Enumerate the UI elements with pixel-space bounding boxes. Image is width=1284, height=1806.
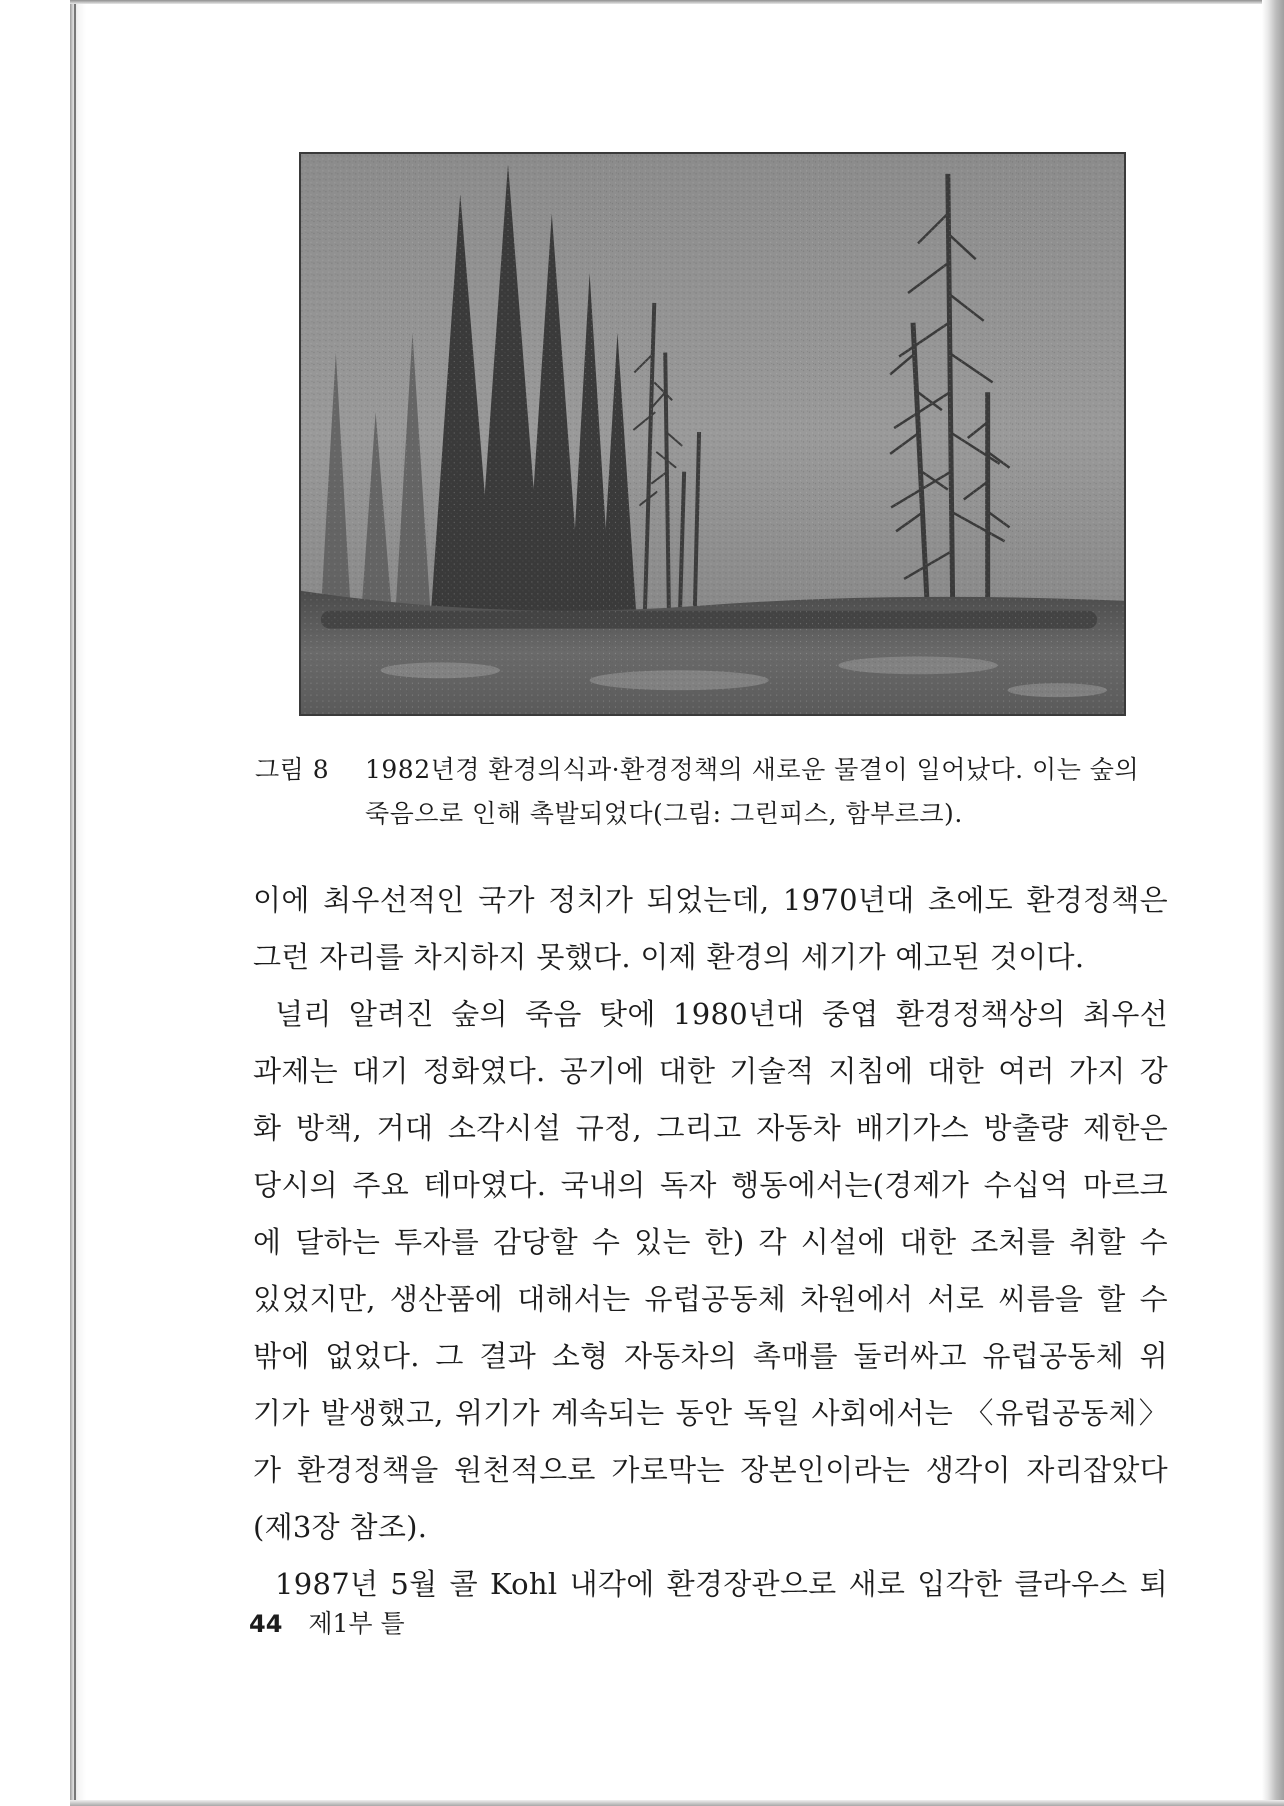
text-line: (제3장 참조). [253, 1510, 428, 1544]
text-line: 가 환경정책을 원천적으로 가로막는 장본인이라는 생각이 자리잡았다 [253, 1453, 1168, 1487]
forest-photo [299, 152, 1126, 716]
page-binding-edge [74, 0, 76, 1806]
text-line: 에 달하는 투자를 감당할 수 있는 한) 각 시설에 대한 조처를 취할 수 [253, 1225, 1168, 1259]
page-bottom-edge [70, 1800, 1284, 1806]
text-line: 그런 자리를 차지하지 못했다. 이제 환경의 세기가 예고된 것이다. [253, 940, 1085, 974]
caption-line: 죽음으로 인해 촉발되었다(그림: 그린피스, 함부르크). [365, 799, 963, 828]
page-number: 44 [249, 1610, 283, 1638]
text-line: 1987년 5월 콜 Kohl 내각에 환경장관으로 새로 입각한 클라우스 퇴 [275, 1567, 1168, 1601]
running-head: 제1부 틀 [308, 1609, 405, 1638]
page-footer [249, 1604, 405, 1640]
caption-line: 1982년경 환경의식과·환경정책의 새로운 물결이 일어났다. 이는 숲의 [365, 755, 1140, 784]
text-line: 있었지만, 생산품에 대해서는 유럽공동체 차원에서 서로 씨름을 할 수 [253, 1282, 1168, 1316]
text-line: 이에 최우선적인 국가 정치가 되었는데, 1970년대 초에도 환경정책은 [253, 883, 1168, 917]
text-line: 당시의 주요 테마였다. 국내의 독자 행동에서는(경제가 수십억 마르크 [253, 1168, 1168, 1202]
figure-caption-text [365, 748, 1175, 836]
text-line: 밖에 없었다. 그 결과 소형 자동차의 촉매를 둘러싸고 유럽공동체 위 [253, 1339, 1168, 1373]
text-line: 과제는 대기 정화였다. 공기에 대한 기술적 지침에 대한 여러 가지 강 [253, 1054, 1168, 1088]
text-line: 기가 발생했고, 위기가 계속되는 동안 독일 사회에서는 〈유럽공동체〉 [253, 1396, 1168, 1430]
figure-label: 그림 8 [255, 755, 330, 784]
text-line: 널리 알려진 숲의 죽음 탓에 1980년대 중엽 환경정책상의 최우선 [275, 997, 1168, 1031]
text-line: 화 방책, 거대 소각시설 규정, 그리고 자동차 배기가스 방출량 제한은 [253, 1111, 1168, 1145]
body-text [253, 872, 1168, 1613]
page-binding-shadow [70, 0, 86, 1806]
page-right-edge [1262, 0, 1284, 1806]
page-top-edge [70, 0, 1270, 4]
